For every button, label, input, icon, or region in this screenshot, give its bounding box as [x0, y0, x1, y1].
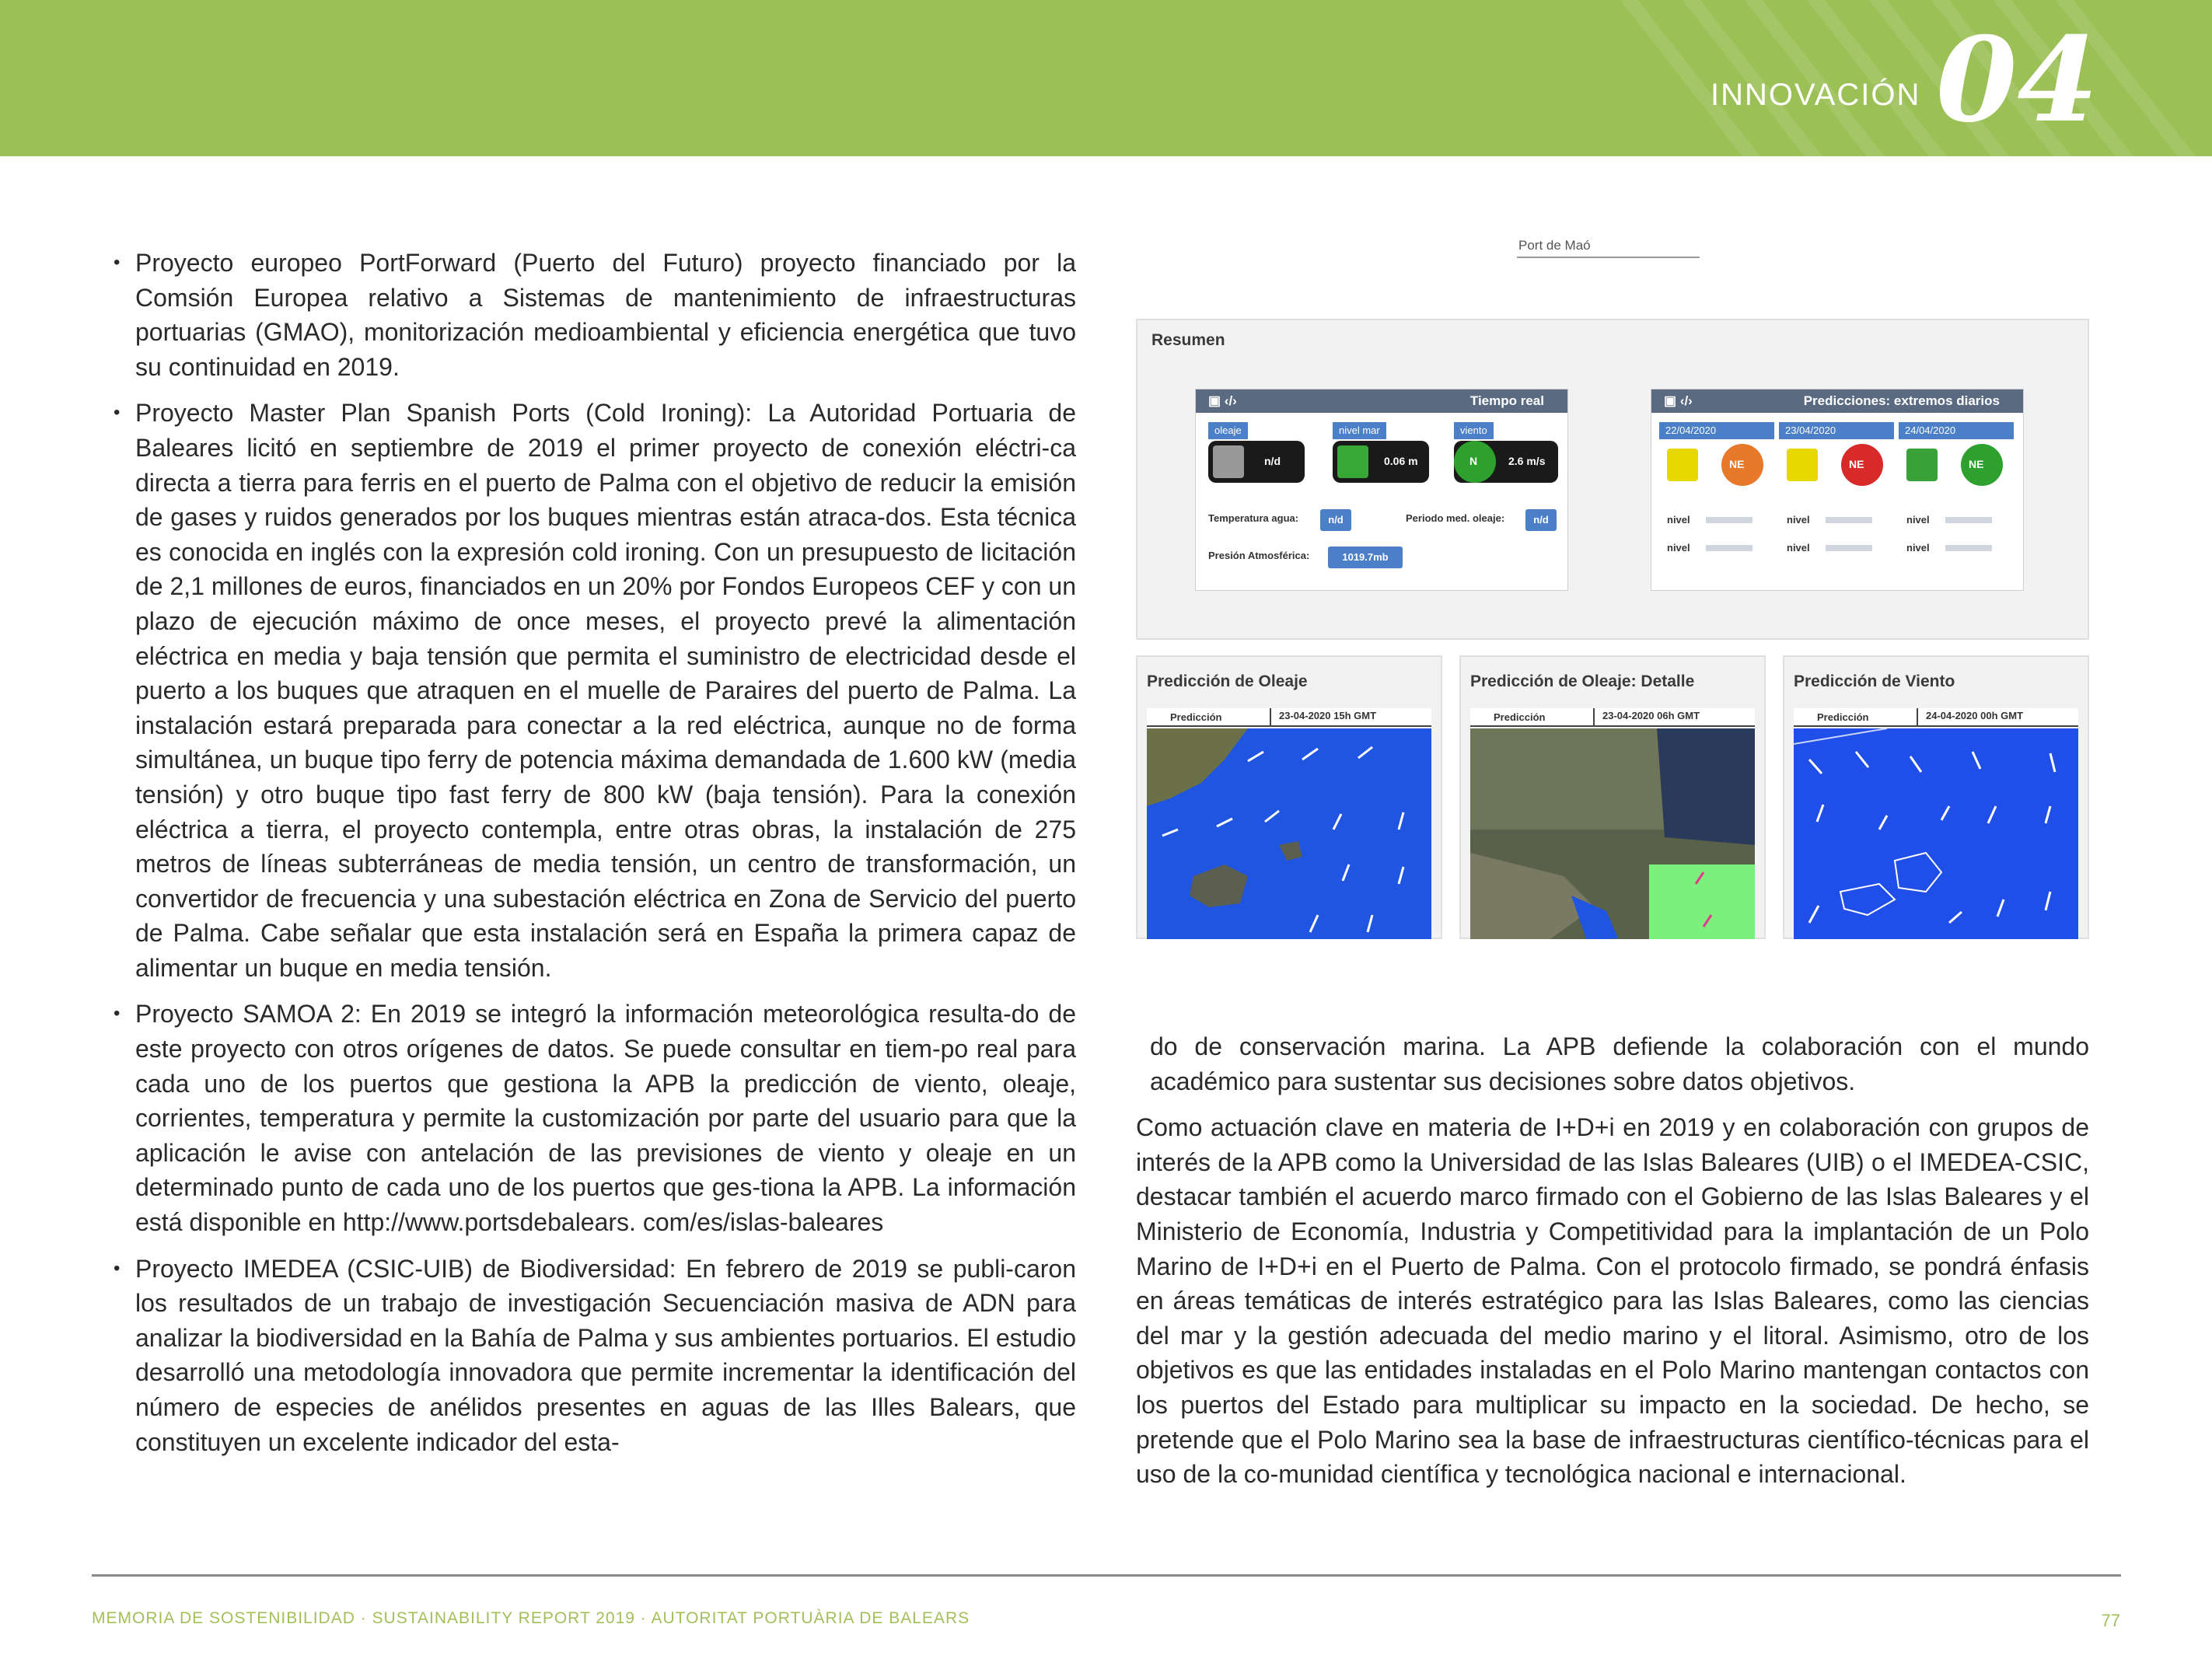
wind-forecast-timestamp: 24-04-2020 00h GMT [1926, 710, 2024, 721]
summary-title: Resumen [1151, 331, 1225, 349]
right-column [1136, 1029, 2089, 1492]
paragraph-continuation: do de conservación marina. La APB defiende la colaboración con el mundo académico para sustentar sus decisiones sobre datos objetivos. [1150, 1032, 2089, 1095]
wave-forecast-timestamp: 23-04-2020 15h GMT [1279, 710, 1377, 721]
tab-wind[interactable]: viento [1454, 422, 1494, 439]
wave-forecast-title: Predicción de Oleaje [1147, 672, 1308, 690]
prediction-direction-2: NE [1849, 458, 1864, 470]
wave-period-value: n/d [1525, 509, 1557, 531]
waves-value: n/d [1264, 455, 1281, 467]
wind-forecast-title: Predicción de Viento [1794, 672, 1955, 690]
footer-rule [92, 1574, 2121, 1577]
port-logo [1517, 233, 1704, 295]
predictions-card-header [1651, 389, 2023, 413]
footer-text: MEMORIA DE SOSTENIBILIDAD · SUSTAINABILITY REPORT 2019 · AUTORITAT PORTUÀRIA DE BALEARS [92, 1609, 970, 1627]
prediction-label: Predicción [1494, 711, 1546, 723]
header-band [0, 0, 2212, 156]
sea-level-value: 0.06 m [1384, 455, 1418, 467]
water-temp-value: n/d [1320, 509, 1351, 531]
realtime-title: Tiempo real [1469, 393, 1544, 408]
tide-value-row [1826, 545, 1872, 551]
prediction-label: Predicción [1817, 711, 1869, 723]
bullet-item-samoa: • Proyecto SAMOA 2: En 2019 se integró la información meteorológica resulta-do de este proyecto con otros orígenes de datos. Se puede consultar en tiem-po real para cada uno de los puertos que gestiona la APB la predicción de viento, oleaje, corrientes, temperatura y permite la customización por parte del usuario para que la aplicación le avise con antelación de las previsiones de viento y oleaje en un determinado punto de cada uno de los puertos que ges-tiona la APB. La información está disponible en http://www.portsdebalears. com/es/islas-baleares [124, 997, 1076, 1239]
port-logo-text: Port de Maó [1518, 238, 1591, 253]
tide-value-row [1945, 545, 1992, 551]
waves-icon [1667, 449, 1698, 481]
wind-direction: N [1469, 455, 1478, 467]
sea-level-widget [1333, 441, 1429, 483]
level-label: nivel [1667, 542, 1690, 554]
waves-icon [1906, 449, 1938, 481]
water-temp-label: Temperatura agua: [1208, 512, 1299, 524]
realtime-card-header [1196, 389, 1567, 413]
section-number: 04 [1936, 12, 2098, 148]
wave-detail-panel [1459, 655, 1766, 939]
window-icon: ▣ ‹/› [1208, 393, 1237, 408]
prediction-date-2: 23/04/2020 [1779, 422, 1894, 439]
wind-forecast-bar [1794, 708, 2078, 727]
bullet-item-cold-ironing: • Proyecto Master Plan Spanish Ports (Cold Ironing): La Autoridad Portuaria de Baleares licitó en septiembre de 2019 el primer proyecto de conexión eléctri-ca directa a tierra para ferris en el puerto de Palma con el objetivo de reducir la emisión de gases y ruidos generados por los buques mientras están atraca-dos. Esta técnica es conocida en inglés con la expresión cold ironing. Con un presupuesto de licitación de 2,1 millones de euros, financiados en un 20% por Fondos Europeos CEF y con un plazo de ejecución máximo de once meses, el proyecto prevé la alimentación eléctrica en media y baja tensión que permita el suministro de electricidad desde el puerto a los buques que atraquen en el muelle de Paraires del puerto de Palma. La instalación estará preparada para conectar a la red eléctrica, aunque no de forma simultánea, un buque tipo ferry de potencia máxima demandada de 1.600 kW (media tensión) y otro buque tipo fast ferry de 800 kW (baja tensión). Para la conexión eléctrica a tierra, el proyecto contempla, entre otras obras, la instalación de 275 metros de líneas subterráneas de media tensión, un centro de transformación, un convertidor de frecuencia y una subestación eléctrica en Zona de Servicio del puerto de Palma. Cabe señalar que esta instalación será en España la primera capaz de alimentar un buque en media tensión. [124, 396, 1076, 985]
predictions-title: Predicciones: extremos diarios [1803, 393, 2000, 408]
wind-forecast-panel [1783, 655, 2089, 939]
wind-value: 2.6 m/s [1508, 455, 1546, 467]
prediction-date-3: 24/04/2020 [1899, 422, 2014, 439]
wave-period-label: Periodo med. oleaje: [1406, 512, 1505, 524]
tab-sea-level[interactable]: nivel mar [1333, 422, 1386, 439]
prediction-date-1: 22/04/2020 [1659, 422, 1774, 439]
bar-chart-icon [1337, 445, 1368, 478]
prediction-direction-3: NE [1969, 458, 1984, 470]
level-label: nivel [1787, 542, 1810, 554]
tide-value-row [1945, 517, 1992, 523]
level-label: nivel [1667, 514, 1690, 526]
waves-icon [1787, 449, 1818, 481]
tab-waves[interactable]: oleaje [1208, 422, 1248, 439]
prediction-direction-1: NE [1729, 458, 1745, 470]
summary-panel [1136, 319, 2089, 640]
wave-detail-bar [1470, 708, 1755, 727]
predictions-card [1651, 389, 2024, 591]
wave-forecast-bar [1147, 708, 1431, 727]
pressure-value: 1019.7mb [1328, 547, 1403, 568]
window-icon: ▣ ‹/› [1664, 393, 1693, 408]
forecast-screenshot [1136, 233, 2089, 939]
realtime-card [1195, 389, 1568, 591]
tide-value-row [1706, 517, 1752, 523]
wave-detail-timestamp: 23-04-2020 06h GMT [1602, 710, 1700, 721]
bullet-item-imedea: • Proyecto IMEDEA (CSIC-UIB) de Biodiversidad: En febrero de 2019 se publi-caron los resultados de un trabajo de investigación Secuenciación masiva de ADN para analizar la biodiversidad en la Bahía de Palma y sus ambientes portuarios. El estudio desarrolló una metodología innovadora que permite incrementar la identificación del número de especies de anélidos presentes en aguas de las Illes Balears, que constituyen un excelente indicador del esta- [124, 1252, 1076, 1460]
level-label: nivel [1906, 542, 1930, 554]
tide-value-row [1706, 545, 1752, 551]
wave-forecast-map [1147, 728, 1431, 939]
wave-detail-title: Predicción de Oleaje: Detalle [1470, 672, 1695, 690]
level-label: nivel [1787, 514, 1810, 526]
wave-detail-map [1470, 728, 1755, 939]
paragraph-polo-marino: Como actuación clave en materia de I+D+i en 2019 y en colaboración con grupos de interés de la APB como la Universidad de las Islas Baleares (UIB) o el IMEDEA-CSIC, destacar también el acuerdo marco firmado con el Gobierno de las Islas Baleares y el Ministerio de Economía, Industria y Competitividad para la implantación de un Polo Marino de I+D+i en el Puerto de Palma. Con el protocolo firmado, se pondrá énfasis en áreas temáticas de interés estratégico para las Islas Baleares, como las ciencias del mar y la gestión adecuada del medio marino y el litoral. Asimismo, otro de los objetivos es que las entidades instaladas en el Polo Marino mantengan contactos con los puertos del Estado para multiplicar su impacto en la sociedad. De hecho, se pretende que el Polo Marino sea la base de infraestructuras científico-técnicas para el uso de la co-munidad científica y tecnológica nacional e internacional. [1136, 1113, 2089, 1489]
page-number: 77 [2101, 1611, 2120, 1630]
bullet-item-portforward: • Proyecto europeo PortForward (Puerto del Futuro) proyecto financiado por la Comsión Europea relativo a Sistemas de mantenimiento de infraestructuras portuarias (GMAO), monitorización medioambiental y eficiencia energética que tuvo su continuidad en 2019. [124, 246, 1076, 384]
left-column [124, 246, 1076, 1471]
wind-widget [1454, 441, 1558, 483]
tide-value-row [1826, 517, 1872, 523]
pressure-label: Presión Atmosférica: [1208, 550, 1310, 561]
level-label: nivel [1906, 514, 1930, 526]
wind-forecast-map [1794, 728, 2078, 939]
wave-forecast-panel [1136, 655, 1442, 939]
waves-widget [1208, 441, 1305, 483]
prediction-label: Predicción [1170, 711, 1222, 723]
waves-icon [1213, 445, 1244, 478]
section-label: INNOVACIÓN [1711, 78, 1921, 112]
